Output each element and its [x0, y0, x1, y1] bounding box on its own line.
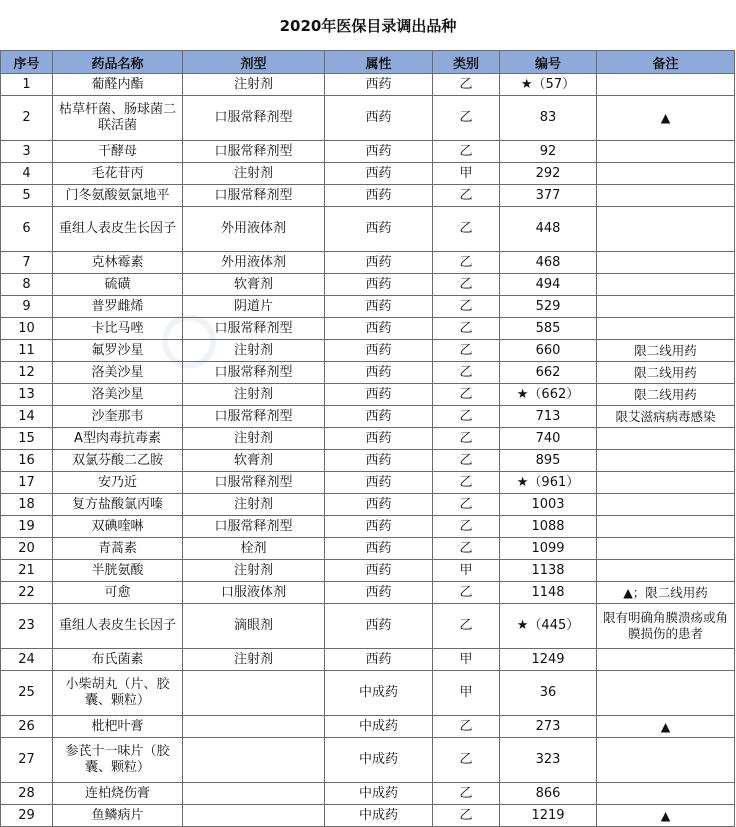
cell-attribute: 西药 — [325, 163, 433, 185]
cell-index: 16 — [1, 450, 53, 472]
cell-dosage-form: 滴眼剂 — [183, 604, 325, 649]
cell-dosage-form — [183, 716, 325, 738]
cell-drug-name: 参芪十一味片（胶囊、颗粒） — [53, 738, 183, 783]
table-row — [1, 74, 735, 96]
table-row — [1, 604, 735, 649]
header-attribute: 属性 — [325, 51, 433, 74]
cell-code: 1148 — [500, 582, 597, 604]
cell-index: 27 — [1, 738, 53, 783]
cell-category: 乙 — [433, 207, 500, 252]
cell-drug-name: 可愈 — [53, 582, 183, 604]
table-row — [1, 450, 735, 472]
cell-code: 660 — [500, 340, 597, 362]
header-category: 类别 — [433, 51, 500, 74]
cell-attribute: 西药 — [325, 185, 433, 207]
cell-note — [597, 671, 735, 716]
cell-dosage-form: 外用液体剂 — [183, 207, 325, 252]
cell-dosage-form — [183, 671, 325, 716]
cell-category: 乙 — [433, 185, 500, 207]
cell-dosage-form: 口服常释剂型 — [183, 318, 325, 340]
cell-code: ★（57） — [500, 74, 597, 96]
cell-note: 限艾滋病病毒感染 — [597, 406, 735, 428]
cell-dosage-form: 注射剂 — [183, 340, 325, 362]
cell-dosage-form: 软膏剂 — [183, 450, 325, 472]
cell-index: 9 — [1, 296, 53, 318]
cell-note: 限二线用药 — [597, 384, 735, 406]
cell-attribute: 中成药 — [325, 805, 433, 827]
cell-dosage-form — [183, 783, 325, 805]
cell-drug-name: 毛花苷丙 — [53, 163, 183, 185]
cell-drug-name: 洛美沙星 — [53, 362, 183, 384]
cell-dosage-form: 外用液体剂 — [183, 252, 325, 274]
cell-dosage-form: 口服常释剂型 — [183, 406, 325, 428]
cell-drug-name: 枯草杆菌、肠球菌二联活菌 — [53, 96, 183, 141]
cell-code: 1219 — [500, 805, 597, 827]
cell-dosage-form — [183, 738, 325, 783]
cell-category: 乙 — [433, 296, 500, 318]
table-row — [1, 494, 735, 516]
cell-code: 1099 — [500, 538, 597, 560]
cell-category: 乙 — [433, 538, 500, 560]
cell-note — [597, 494, 735, 516]
cell-drug-name: 门冬氨酸氨氯地平 — [53, 185, 183, 207]
cell-category: 乙 — [433, 805, 500, 827]
cell-category: 乙 — [433, 141, 500, 163]
cell-index: 6 — [1, 207, 53, 252]
cell-drug-name: 复方盐酸氯丙嗪 — [53, 494, 183, 516]
table-row — [1, 384, 735, 406]
cell-note — [597, 516, 735, 538]
page-title: 2020年医保目录调出品种 — [279, 16, 457, 35]
header-note: 备注 — [597, 51, 735, 74]
cell-code: 273 — [500, 716, 597, 738]
cell-index: 21 — [1, 560, 53, 582]
cell-attribute: 西药 — [325, 274, 433, 296]
cell-category: 乙 — [433, 472, 500, 494]
cell-index: 10 — [1, 318, 53, 340]
cell-attribute: 西药 — [325, 538, 433, 560]
header-dosage-form: 剂型 — [183, 51, 325, 74]
cell-drug-name: 布氏菌素 — [53, 649, 183, 671]
cell-drug-name: 双碘喹啉 — [53, 516, 183, 538]
cell-category: 乙 — [433, 274, 500, 296]
cell-category: 甲 — [433, 649, 500, 671]
cell-dosage-form: 注射剂 — [183, 163, 325, 185]
table-row — [1, 362, 735, 384]
cell-dosage-form: 栓剂 — [183, 538, 325, 560]
cell-note — [597, 538, 735, 560]
cell-note — [597, 450, 735, 472]
cell-code: 895 — [500, 450, 597, 472]
cell-note — [597, 783, 735, 805]
cell-dosage-form: 阴道片 — [183, 296, 325, 318]
cell-code: 740 — [500, 428, 597, 450]
cell-attribute: 西药 — [325, 516, 433, 538]
cell-dosage-form: 注射剂 — [183, 74, 325, 96]
cell-index: 15 — [1, 428, 53, 450]
cell-drug-name: 青蒿素 — [53, 538, 183, 560]
cell-code: 323 — [500, 738, 597, 783]
cell-drug-name: 洛美沙星 — [53, 384, 183, 406]
table-row — [1, 318, 735, 340]
cell-index: 5 — [1, 185, 53, 207]
cell-category: 乙 — [433, 738, 500, 783]
cell-index: 26 — [1, 716, 53, 738]
cell-attribute: 西药 — [325, 141, 433, 163]
cell-note — [597, 472, 735, 494]
table-row — [1, 805, 735, 827]
cell-index: 23 — [1, 604, 53, 649]
cell-drug-name: 氟罗沙星 — [53, 340, 183, 362]
cell-note: ▲ — [597, 805, 735, 827]
cell-category: 乙 — [433, 783, 500, 805]
table-row — [1, 296, 735, 318]
cell-note — [597, 649, 735, 671]
cell-attribute: 西药 — [325, 340, 433, 362]
cell-note — [597, 185, 735, 207]
cell-index: 18 — [1, 494, 53, 516]
cell-code: 1249 — [500, 649, 597, 671]
cell-note — [597, 74, 735, 96]
cell-attribute: 西药 — [325, 406, 433, 428]
cell-code: 662 — [500, 362, 597, 384]
cell-index: 3 — [1, 141, 53, 163]
header-index: 序号 — [1, 51, 53, 74]
cell-drug-name: 小柴胡丸（片、胶囊、颗粒） — [53, 671, 183, 716]
table-row — [1, 141, 735, 163]
table-row — [1, 252, 735, 274]
cell-index: 11 — [1, 340, 53, 362]
table-body — [1, 74, 735, 827]
cell-note — [597, 274, 735, 296]
cell-index: 7 — [1, 252, 53, 274]
table-row — [1, 406, 735, 428]
cell-category: 乙 — [433, 96, 500, 141]
cell-code: 292 — [500, 163, 597, 185]
cell-drug-name: 枇杷叶膏 — [53, 716, 183, 738]
cell-dosage-form: 口服液体剂 — [183, 582, 325, 604]
cell-category: 乙 — [433, 74, 500, 96]
cell-dosage-form: 注射剂 — [183, 649, 325, 671]
cell-attribute: 西药 — [325, 96, 433, 141]
cell-code: 448 — [500, 207, 597, 252]
cell-code: 468 — [500, 252, 597, 274]
cell-category: 乙 — [433, 450, 500, 472]
cell-attribute: 西药 — [325, 649, 433, 671]
table-row — [1, 96, 735, 141]
cell-note — [597, 318, 735, 340]
cell-note — [597, 738, 735, 783]
cell-note — [597, 560, 735, 582]
cell-index: 17 — [1, 472, 53, 494]
cell-attribute: 中成药 — [325, 716, 433, 738]
cell-drug-name: 普罗雌烯 — [53, 296, 183, 318]
table-row — [1, 185, 735, 207]
cell-category: 乙 — [433, 428, 500, 450]
cell-dosage-form: 注射剂 — [183, 428, 325, 450]
table-row — [1, 274, 735, 296]
cell-category: 乙 — [433, 362, 500, 384]
cell-dosage-form: 口服常释剂型 — [183, 96, 325, 141]
cell-attribute: 西药 — [325, 384, 433, 406]
cell-dosage-form: 软膏剂 — [183, 274, 325, 296]
cell-index: 2 — [1, 96, 53, 141]
cell-code: 92 — [500, 141, 597, 163]
cell-category: 乙 — [433, 494, 500, 516]
cell-code: ★（961） — [500, 472, 597, 494]
cell-index: 25 — [1, 671, 53, 716]
cell-note: ▲ — [597, 96, 735, 141]
cell-index: 1 — [1, 74, 53, 96]
cell-dosage-form: 口服常释剂型 — [183, 185, 325, 207]
cell-note: 限二线用药 — [597, 362, 735, 384]
cell-index: 8 — [1, 274, 53, 296]
cell-dosage-form — [183, 805, 325, 827]
cell-note: 限有明确角膜溃疡或角膜损伤的患者 — [597, 604, 735, 649]
table-row — [1, 649, 735, 671]
cell-drug-name: 重组人表皮生长因子 — [53, 604, 183, 649]
cell-category: 乙 — [433, 252, 500, 274]
table-row — [1, 560, 735, 582]
header-code: 编号 — [500, 51, 597, 74]
drug-table — [0, 50, 735, 827]
cell-category: 乙 — [433, 318, 500, 340]
cell-note — [597, 252, 735, 274]
cell-drug-name: 葡醛内酯 — [53, 74, 183, 96]
cell-attribute: 西药 — [325, 296, 433, 318]
cell-category: 甲 — [433, 163, 500, 185]
cell-drug-name: A型肉毒抗毒素 — [53, 428, 183, 450]
cell-attribute: 西药 — [325, 494, 433, 516]
table-row — [1, 340, 735, 362]
cell-code: 585 — [500, 318, 597, 340]
table-row — [1, 671, 735, 716]
cell-index: 19 — [1, 516, 53, 538]
cell-attribute: 西药 — [325, 560, 433, 582]
cell-drug-name: 重组人表皮生长因子 — [53, 207, 183, 252]
cell-note — [597, 207, 735, 252]
cell-attribute: 西药 — [325, 362, 433, 384]
table-row — [1, 428, 735, 450]
cell-category: 乙 — [433, 582, 500, 604]
cell-attribute: 中成药 — [325, 783, 433, 805]
cell-note: ▲ — [597, 716, 735, 738]
cell-drug-name: 克林霉素 — [53, 252, 183, 274]
cell-attribute: 西药 — [325, 582, 433, 604]
cell-code: 377 — [500, 185, 597, 207]
cell-drug-name: 半胱氨酸 — [53, 560, 183, 582]
cell-category: 乙 — [433, 384, 500, 406]
table-row — [1, 783, 735, 805]
cell-code: 1003 — [500, 494, 597, 516]
cell-note — [597, 163, 735, 185]
cell-category: 乙 — [433, 516, 500, 538]
cell-dosage-form: 注射剂 — [183, 560, 325, 582]
header-drug-name: 药品名称 — [53, 51, 183, 74]
cell-index: 24 — [1, 649, 53, 671]
cell-dosage-form: 口服常释剂型 — [183, 516, 325, 538]
cell-attribute: 西药 — [325, 604, 433, 649]
cell-code: 83 — [500, 96, 597, 141]
cell-attribute: 西药 — [325, 472, 433, 494]
cell-index: 29 — [1, 805, 53, 827]
cell-dosage-form: 口服常释剂型 — [183, 141, 325, 163]
cell-code: 1088 — [500, 516, 597, 538]
cell-index: 12 — [1, 362, 53, 384]
table-header-row — [1, 51, 735, 74]
cell-index: 22 — [1, 582, 53, 604]
cell-dosage-form: 注射剂 — [183, 494, 325, 516]
cell-index: 13 — [1, 384, 53, 406]
cell-category: 乙 — [433, 340, 500, 362]
cell-attribute: 西药 — [325, 450, 433, 472]
cell-index: 20 — [1, 538, 53, 560]
cell-code: 866 — [500, 783, 597, 805]
cell-code: ★（662） — [500, 384, 597, 406]
cell-drug-name: 鱼鳞病片 — [53, 805, 183, 827]
cell-drug-name: 双氯芬酸二乙胺 — [53, 450, 183, 472]
cell-note — [597, 296, 735, 318]
cell-drug-name: 沙奎那韦 — [53, 406, 183, 428]
table-row — [1, 538, 735, 560]
cell-category: 乙 — [433, 604, 500, 649]
cell-note: 限二线用药 — [597, 340, 735, 362]
cell-attribute: 中成药 — [325, 738, 433, 783]
cell-code: ★（445） — [500, 604, 597, 649]
cell-code: 529 — [500, 296, 597, 318]
cell-drug-name: 安乃近 — [53, 472, 183, 494]
cell-attribute: 中成药 — [325, 671, 433, 716]
cell-attribute: 西药 — [325, 318, 433, 340]
cell-attribute: 西药 — [325, 207, 433, 252]
cell-attribute: 西药 — [325, 74, 433, 96]
cell-attribute: 西药 — [325, 428, 433, 450]
table-row — [1, 207, 735, 252]
cell-note — [597, 428, 735, 450]
cell-note — [597, 141, 735, 163]
cell-index: 4 — [1, 163, 53, 185]
cell-drug-name: 干酵母 — [53, 141, 183, 163]
cell-drug-name: 连柏烧伤膏 — [53, 783, 183, 805]
table-row — [1, 738, 735, 783]
cell-code: 36 — [500, 671, 597, 716]
cell-note: ▲；限二线用药 — [597, 582, 735, 604]
cell-category: 甲 — [433, 560, 500, 582]
cell-index: 28 — [1, 783, 53, 805]
cell-drug-name: 卡比马唑 — [53, 318, 183, 340]
table-row — [1, 163, 735, 185]
cell-dosage-form: 口服常释剂型 — [183, 362, 325, 384]
cell-dosage-form: 注射剂 — [183, 384, 325, 406]
table-row — [1, 716, 735, 738]
cell-category: 甲 — [433, 671, 500, 716]
cell-category: 乙 — [433, 716, 500, 738]
cell-code: 494 — [500, 274, 597, 296]
cell-drug-name: 硫磺 — [53, 274, 183, 296]
cell-code: 713 — [500, 406, 597, 428]
cell-attribute: 西药 — [325, 252, 433, 274]
cell-code: 1138 — [500, 560, 597, 582]
cell-index: 14 — [1, 406, 53, 428]
cell-dosage-form: 口服常释剂型 — [183, 472, 325, 494]
table-row — [1, 472, 735, 494]
cell-category: 乙 — [433, 406, 500, 428]
table-row — [1, 516, 735, 538]
table-row — [1, 582, 735, 604]
